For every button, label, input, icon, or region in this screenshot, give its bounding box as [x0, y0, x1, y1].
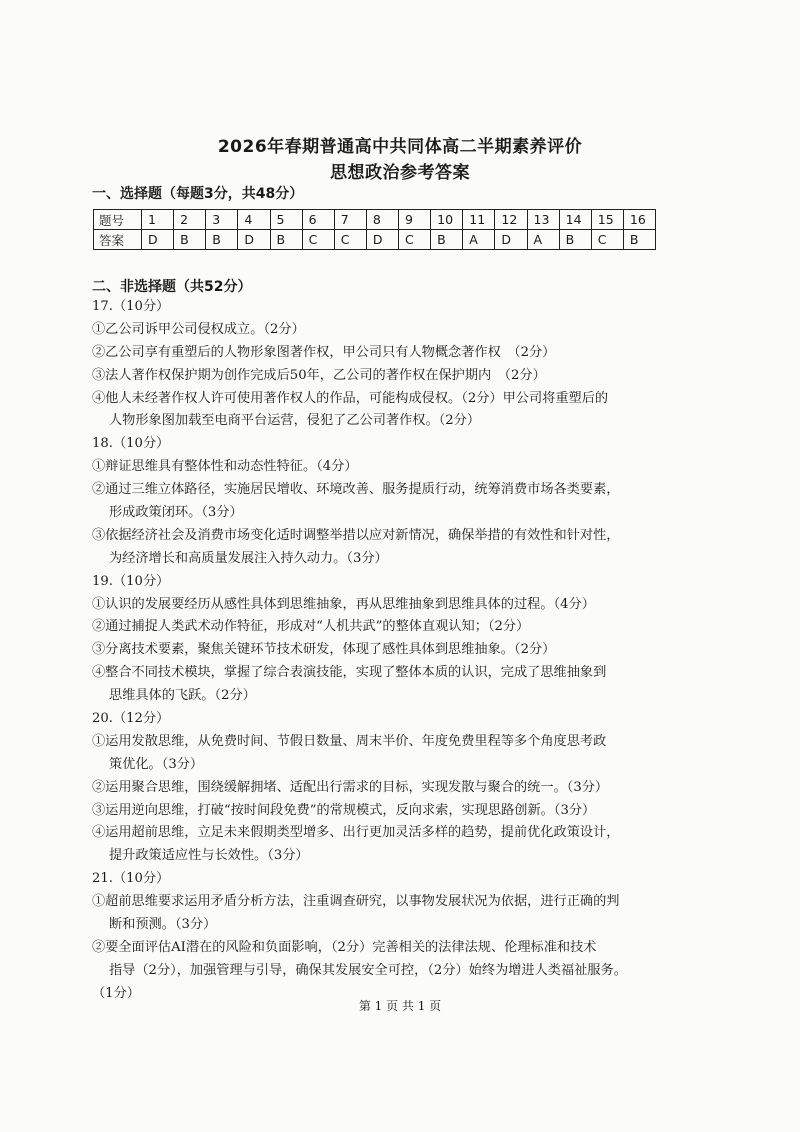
question-number-cell: 14: [559, 210, 591, 230]
answer-line: 断和预测。（3分）: [109, 917, 217, 933]
answer-cell: C: [334, 230, 366, 250]
answer-line: ③法人著作权保护期为创作完成后50年，乙公司的著作权在保护期内 （2分）: [92, 367, 546, 383]
question-number-cell: 12: [495, 210, 527, 230]
answer-line: ③依据经济社会及消费市场变化适时调整举措以应对新情况，确保举措的有效性和针对性，: [92, 527, 620, 543]
question-number-cell: 16: [623, 210, 655, 230]
row-label-number: 题号: [94, 210, 142, 230]
question-number-cell: 6: [302, 210, 334, 230]
row-label-answer: 答案: [94, 230, 142, 250]
answer-body: [92, 296, 692, 1006]
answer-cell: B: [174, 230, 206, 250]
answer-line: ②运用聚合思维，围绕缓解拥堵、适配出行需求的目标，实现发散与聚合的统一。（3分）: [92, 779, 609, 795]
answer-line: ③运用逆向思维，打破“按时间段免费”的常规模式，反向求索，实现思路创新。（3分）: [92, 802, 596, 818]
answer-row: [94, 230, 656, 250]
answer-line: （1分）: [92, 985, 140, 1001]
section-heading-open: 二、非选择题（共52分）: [92, 279, 252, 295]
answer-line: ①乙公司诉甲公司侵权成立。（2分）: [92, 321, 305, 337]
answer-line: ①认识的发展要经历从感性具体到思维抽象，再从思维抽象到思维具体的过程。（4分）: [92, 596, 595, 612]
answer-cell: B: [559, 230, 591, 250]
answer-line: 形成政策闭环。（3分）: [109, 505, 243, 521]
answer-line: ①运用发散思维，从免费时间、节假日数量、周末半价、年度免费里程等多个角度思考政: [92, 733, 607, 749]
answer-cell: A: [527, 230, 559, 250]
answer-line: 指导（2分），加强管理与引导，确保其发展安全可控，（2分）始终为增进人类福祉服务。: [109, 962, 627, 978]
answer-line: ②要全面评估AI潜在的风险和负面影响，（2分）完善相关的法律法规、伦理标准和技术: [92, 939, 597, 955]
question-number-cell: 4: [238, 210, 270, 230]
question-number-cell: 13: [527, 210, 559, 230]
answer-cell: B: [623, 230, 655, 250]
question-number-cell: 15: [591, 210, 623, 230]
answer-cell: D: [238, 230, 270, 250]
answer-line: ③分离技术要素，聚焦关键环节技术研发，体现了感性具体到思维抽象。（2分）: [92, 642, 556, 658]
answer-line: ④他人未经著作权人许可使用著作权人的作品，可能构成侵权。（2分）甲公司将重塑后的: [92, 390, 609, 406]
answer-table: [93, 209, 656, 250]
question-number-cell: 7: [334, 210, 366, 230]
answer-cell: C: [591, 230, 623, 250]
answer-cell: C: [302, 230, 334, 250]
question-number-cell: 10: [431, 210, 463, 230]
question-heading-21: 21.（10分）: [92, 871, 170, 887]
answer-line: ④运用超前思维，立足未来假期类型增多、出行更加灵活多样的趋势，提前优化政策设计，: [92, 825, 620, 841]
question-number-cell: 11: [463, 210, 495, 230]
answer-line: ①辩证思维具有整体性和动态性特征。（4分）: [92, 459, 358, 475]
question-number-cell: 1: [142, 210, 174, 230]
answer-cell: B: [431, 230, 463, 250]
question-heading-18: 18.（10分）: [92, 436, 170, 452]
page-subtitle: 思想政治参考答案: [330, 163, 470, 183]
question-number-cell: 9: [399, 210, 431, 230]
answer-line: 为经济增长和高质量发展注入持久动力。（3分）: [109, 550, 388, 566]
answer-line: ④整合不同技术模块，掌握了综合表演技能，实现了整体本质的认识，完成了思维抽象到: [92, 665, 607, 681]
page-footer: 第 1 页 共 1 页: [358, 999, 442, 1013]
answer-line: ②乙公司享有重塑后的人物形象图著作权，甲公司只有人物概念著作权 （2分）: [92, 344, 556, 360]
answer-line: 提升政策适应性与长效性。（3分）: [109, 848, 309, 864]
answer-cell: B: [206, 230, 238, 250]
page-title: 2026年春期普通高中共同体高二半期素养评价: [217, 137, 583, 157]
answer-line: ②通过三维立体路径，实施居民增收、环境改善、服务提质行动，统筹消费市场各类要素，: [92, 482, 620, 498]
answer-line: 策优化。（3分）: [109, 756, 204, 772]
question-number-cell: 2: [174, 210, 206, 230]
question-heading-19: 19.（10分）: [92, 573, 170, 589]
question-number-cell: 5: [270, 210, 302, 230]
answer-line: ①超前思维要求运用矛盾分析方法，注重调查研究，以事物发展状况为依据，进行正确的判: [92, 894, 620, 910]
answer-line: 思维具体的飞跃。（2分）: [109, 688, 256, 704]
question-number-row: [94, 210, 656, 230]
answer-cell: D: [495, 230, 527, 250]
answer-cell: D: [142, 230, 174, 250]
question-heading-17: 17.（10分）: [92, 299, 170, 314]
answer-line: ②通过捕捉人类武术动作特征，形成对“人机共武”的整体直观认知；（2分）: [92, 619, 530, 635]
section-heading-choice: 一、选择题（每题3分，共48分）: [92, 186, 304, 202]
question-number-cell: 3: [206, 210, 238, 230]
answer-cell: D: [366, 230, 398, 250]
answer-cell: B: [270, 230, 302, 250]
answer-line: 人物形象图加载至电商平台运营，侵犯了乙公司著作权。（2分）: [109, 413, 481, 429]
answer-cell: A: [463, 230, 495, 250]
answer-cell: C: [399, 230, 431, 250]
question-number-cell: 8: [366, 210, 398, 230]
question-heading-20: 20.（12分）: [92, 711, 170, 727]
